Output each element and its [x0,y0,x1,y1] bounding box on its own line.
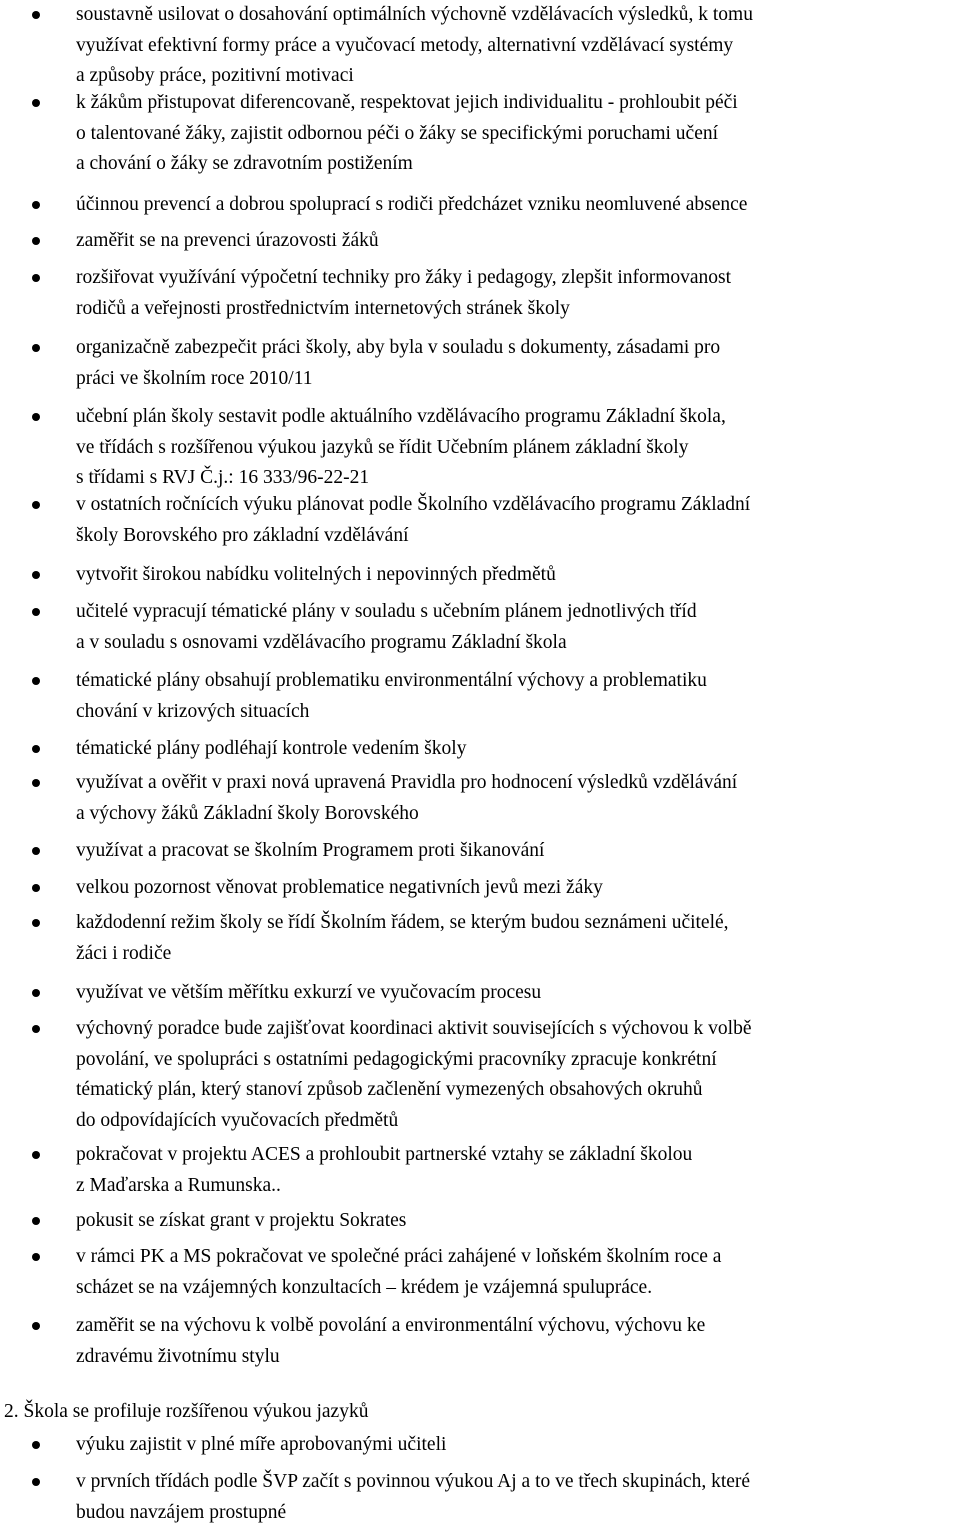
bullet-icon [32,201,40,209]
text-line: povolání, ve spolupráci s ostatními pedagogickými pracovníky zpracuje konkrétní [76,1045,956,1076]
list-item-text [76,1242,956,1303]
text-line: o talentované žáky, zajistit odbornou péči o žáky se specifickými poruchami učení [76,119,956,150]
text-line: tématické plány obsahují problematiku environmentální výchovy a problematiku [76,666,956,697]
list-item-text [76,873,956,904]
text-line: zdravému životnímu stylu [76,1342,956,1373]
text-line: rozšiřovat využívání výpočetní techniky pro žáky i pedagogy, zlepšit informovanost [76,263,956,294]
list-item-text [76,402,956,494]
text-line: a chování o žáky se zdravotním postižením [76,149,956,180]
list-item-text [76,226,956,257]
bullet-icon [32,779,40,787]
bullet-icon [32,1478,40,1486]
text-line: využívat a pracovat se školním Programem proti šikanování [76,836,956,867]
text-line: k žákům přistupovat diferencovaně, respektovat jejich individualitu - prohloubit péči [76,88,956,119]
list-item-text [76,1140,956,1201]
text-line: tématické plány podléhají kontrole vedením školy [76,734,956,765]
text-line: s třídami s RVJ Č.j.: 16 333/96-22-21 [76,463,956,494]
bullet-icon [32,608,40,616]
list-item-text [76,836,956,867]
list-item-text [76,333,956,394]
text-line: do odpovídajících vyučovacích předmětů [76,1106,956,1137]
bullet-icon [32,501,40,509]
text-line: pokusit se získat grant v projektu Sokrates [76,1206,956,1237]
text-line: zaměřit se na výchovu k volbě povolání a environmentální výchovu, výchovu ke [76,1311,956,1342]
text-line: velkou pozornost věnovat problematice negativních jevů mezi žáky [76,873,956,904]
list-item-text [76,190,956,221]
text-line: budou navzájem prostupné [76,1498,956,1528]
list-item-text [76,1206,956,1237]
bullet-icon [32,413,40,421]
text-line: organizačně zabezpečit práci školy, aby byla v souladu s dokumenty, zásadami pro [76,333,956,364]
text-line: práci ve školním roce 2010/11 [76,364,956,395]
list-item-text [76,734,956,765]
list-item-text [76,1014,956,1136]
bullet-icon [32,237,40,245]
bullet-icon [32,884,40,892]
list-item-text [76,666,956,727]
text-line: z Maďarska a Rumunska.. [76,1171,956,1202]
text-line: a způsoby práce, pozitivní motivaci [76,61,956,92]
bullet-icon [32,11,40,19]
text-line: a v souladu s osnovami vzdělávacího programu Základní škola [76,628,956,659]
text-line: využívat efektivní formy práce a vyučovací metody, alternativní vzdělávací systémy [76,31,956,62]
text-line: žáci i rodiče [76,939,956,970]
bullet-icon [32,274,40,282]
list-item-text [76,490,956,551]
bullet-icon [32,1217,40,1225]
bullet-icon [32,1253,40,1261]
list-item-text [76,560,956,591]
text-line: v rámci PK a MS pokračovat ve společné práci zahájené v loňském školním roce a [76,1242,956,1273]
section-heading-2: 2. Škola se profiluje rozšířenou výukou jazyků [4,1397,368,1428]
list-item-text [76,0,956,92]
text-line: využívat ve větším měřítku exkurzí ve vyučovacím procesu [76,978,956,1009]
text-line: rodičů a veřejnosti prostřednictvím internetových stránek školy [76,294,956,325]
bullet-icon [32,99,40,107]
list-item-text [76,768,956,829]
text-line: vytvořit širokou nabídku volitelných i nepovinných předmětů [76,560,956,591]
text-line: učební plán školy sestavit podle aktuálního vzdělávacího programu Základní škola, [76,402,956,433]
bullet-icon [32,1322,40,1330]
list-item-text [76,597,956,658]
text-line: zaměřit se na prevenci úrazovosti žáků [76,226,956,257]
text-line: výuku zajistit v plné míře aprobovanými učiteli [76,1430,956,1461]
bullet-icon [32,344,40,352]
bullet-icon [32,1441,40,1449]
text-line: tématický plán, který stanoví způsob začlenění vymezených obsahových okruhů [76,1075,956,1106]
text-line: chování v krizových situacích [76,697,956,728]
bullet-icon [32,847,40,855]
list-item-text [76,1311,956,1372]
text-line: v ostatních ročnících výuku plánovat podle Školního vzdělávacího programu Základní [76,490,956,521]
bullet-icon [32,1151,40,1159]
text-line: výchovný poradce bude zajišťovat koordinaci aktivit souvisejících s výchovou k volbě [76,1014,956,1045]
list-item-text [76,263,956,324]
list-item-text [76,88,956,180]
text-line: využívat a ověřit v praxi nová upravená Pravidla pro hodnocení výsledků vzdělávání [76,768,956,799]
list-item-text [76,1467,956,1528]
text-line: účinnou prevencí a dobrou spoluprací s rodiči předcházet vzniku neomluvené absence [76,190,956,221]
text-line: soustavně usilovat o dosahování optimálních výchovně vzdělávacích výsledků, k tomu [76,0,956,31]
text-line: učitelé vypracují tématické plány v souladu s učebním plánem jednotlivých tříd [76,597,956,628]
bullet-icon [32,989,40,997]
bullet-icon [32,1025,40,1033]
text-line: ve třídách s rozšířenou výukou jazyků se řídit Učebním plánem základní školy [76,433,956,464]
list-item-text [76,908,956,969]
text-line: každodenní režim školy se řídí Školním řádem, se kterým budou seznámeni učitelé, [76,908,956,939]
list-item-text [76,978,956,1009]
text-line: scházet se na vzájemných konzultacích – krédem je vzájemná spulupráce. [76,1273,956,1304]
text-line: pokračovat v projektu ACES a prohloubit partnerské vztahy se základní školou [76,1140,956,1171]
text-line: školy Borovského pro základní vzdělávání [76,521,956,552]
bullet-icon [32,571,40,579]
text-line: a výchovy žáků Základní školy Borovského [76,799,956,830]
bullet-icon [32,919,40,927]
list-item-text [76,1430,956,1461]
text-line: v prvních třídách podle ŠVP začít s povinnou výukou Aj a to ve třech skupinách, které [76,1467,956,1498]
bullet-icon [32,745,40,753]
bullet-icon [32,677,40,685]
